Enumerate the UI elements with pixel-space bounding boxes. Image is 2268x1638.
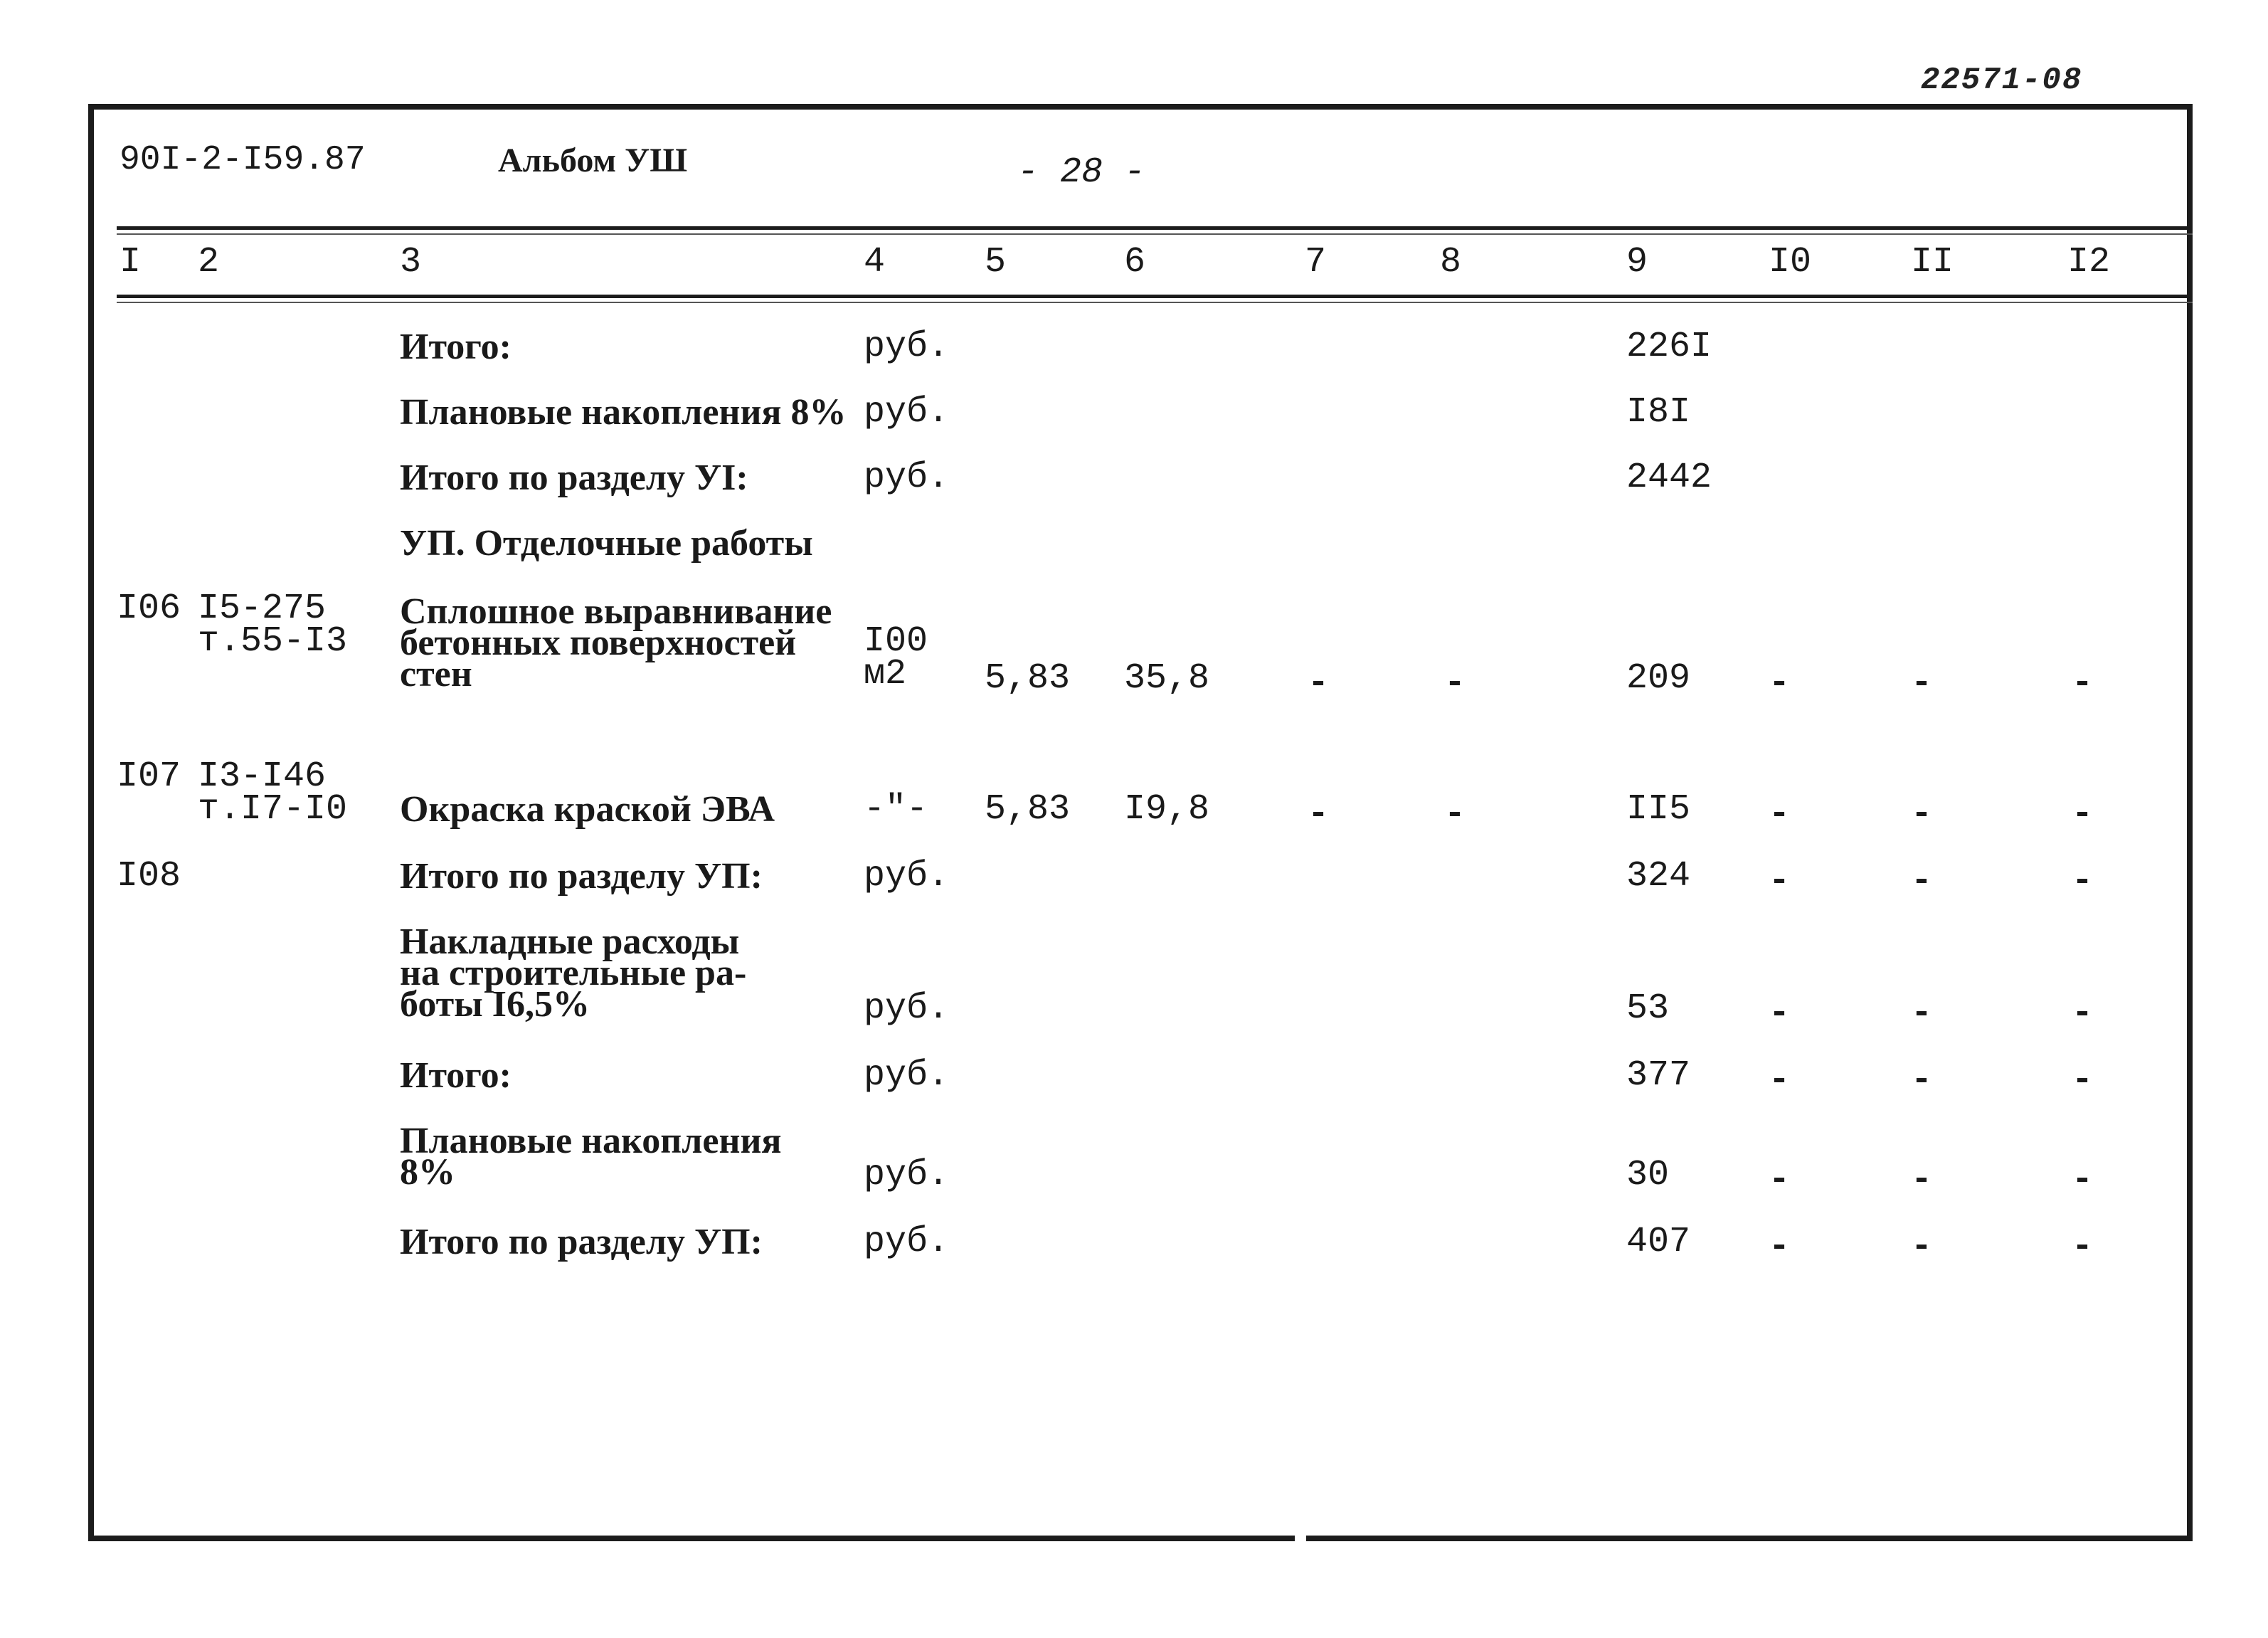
row-name-line: на строительные ра- <box>400 953 747 993</box>
row-col10: - <box>1769 993 1791 1034</box>
row-code-table: т.55-I3 <box>198 621 348 662</box>
row-col12: - <box>2072 1227 2094 1267</box>
row-col11: - <box>1911 1060 1933 1101</box>
row-col10: - <box>1769 1160 1791 1200</box>
row-unit: руб. <box>864 1222 950 1262</box>
row-col9: 2442 <box>1626 458 1712 498</box>
row-col9: 377 <box>1626 1055 1691 1096</box>
row-col10: - <box>1769 1227 1791 1267</box>
row-col12: - <box>2072 1060 2094 1101</box>
row-name: Итого по разделу УП: <box>400 1222 763 1262</box>
row-name: Итого: <box>400 1055 512 1096</box>
row-col9: 30 <box>1626 1155 1670 1195</box>
row-col11: - <box>1911 794 1933 835</box>
row-name-line: Сплошное выравнивание <box>400 591 832 632</box>
row-name: Плановые накопления 8% <box>400 392 847 433</box>
row-col5: 5,83 <box>985 658 1071 699</box>
column-header-4: 4 <box>864 242 886 282</box>
row-name-line: стен <box>400 654 472 694</box>
column-header-12: I2 <box>2067 242 2111 282</box>
section-heading: УП. Отделочные работы <box>400 523 813 564</box>
row-unit: руб. <box>864 327 950 367</box>
row-col8: - <box>1444 794 1466 835</box>
row-number: I08 <box>117 856 181 897</box>
row-col9: II5 <box>1626 789 1691 830</box>
row-col11: - <box>1911 663 1933 704</box>
row-col9: 324 <box>1626 856 1691 897</box>
row-name-line: Накладные расходы <box>400 921 740 962</box>
row-col12: - <box>2072 993 2094 1034</box>
row-col9: 209 <box>1626 658 1691 699</box>
document-code: 90I-2-I59.87 <box>120 141 366 179</box>
document-number: 22571-08 <box>1921 63 2083 98</box>
row-col10: - <box>1769 861 1791 902</box>
row-unit: руб. <box>864 988 950 1029</box>
row-col9: I8I <box>1626 392 1691 433</box>
row-col11: - <box>1911 861 1933 902</box>
row-unit: -"- <box>864 789 928 830</box>
row-unit: руб. <box>864 458 950 498</box>
header-rule-top-thin <box>117 233 2193 235</box>
column-header-5: 5 <box>985 242 1007 282</box>
row-col10: - <box>1769 1060 1791 1101</box>
row-code-table: т.I7-I0 <box>198 789 348 830</box>
row-col7: - <box>1308 794 1330 835</box>
row-name: Итого по разделу УI: <box>400 458 748 498</box>
row-col11: - <box>1911 993 1933 1034</box>
column-header-11: II <box>1911 242 1954 282</box>
row-col7: - <box>1308 663 1330 704</box>
row-unit: м2 <box>864 654 907 694</box>
row-unit: руб. <box>864 1055 950 1096</box>
album-title: Альбом УШ <box>498 142 688 179</box>
column-header-6: 6 <box>1124 242 1146 282</box>
row-unit-qty: I00 <box>864 621 928 662</box>
row-col12: - <box>2072 861 2094 902</box>
row-number: I06 <box>117 588 181 629</box>
header-rule-bottom <box>117 295 2193 298</box>
row-name-line: боты I6,5% <box>400 984 590 1025</box>
column-header-3: 3 <box>400 242 422 282</box>
row-col12: - <box>2072 1160 2094 1200</box>
frame-gap <box>1295 1528 1306 1541</box>
row-col10: - <box>1769 794 1791 835</box>
row-name-line: бетонных поверхностей <box>400 623 797 663</box>
row-col9: 226I <box>1626 327 1712 367</box>
row-unit: руб. <box>864 856 950 897</box>
row-col11: - <box>1911 1160 1933 1200</box>
row-code: I5-275 <box>198 588 327 629</box>
column-header-10: I0 <box>1769 242 1812 282</box>
row-name-line: 8% <box>400 1152 455 1193</box>
row-col5: 5,83 <box>985 789 1071 830</box>
row-col12: - <box>2072 663 2094 704</box>
row-col11: - <box>1911 1227 1933 1267</box>
column-header-8: 8 <box>1440 242 1462 282</box>
row-name: Итого по разделу УП: <box>400 856 763 897</box>
page-number: - 28 - <box>1017 152 1146 193</box>
column-header-2: 2 <box>198 242 220 282</box>
column-header-9: 9 <box>1626 242 1648 282</box>
row-name: Итого: <box>400 327 512 367</box>
column-header-1: I <box>120 242 142 282</box>
row-col12: - <box>2072 794 2094 835</box>
row-number: I07 <box>117 756 181 797</box>
row-code: I3-I46 <box>198 756 327 797</box>
row-unit: руб. <box>864 392 950 433</box>
row-name: Окраска краской ЭВА <box>400 789 775 830</box>
header-rule-bottom-thin <box>117 302 2193 303</box>
row-col9: 53 <box>1626 988 1670 1029</box>
header-rule-top <box>117 226 2193 230</box>
row-name-line: Плановые накопления <box>400 1121 782 1161</box>
row-col10: - <box>1769 663 1791 704</box>
row-col6: I9,8 <box>1124 789 1210 830</box>
row-col8: - <box>1444 663 1466 704</box>
column-header-7: 7 <box>1305 242 1327 282</box>
row-col6: 35,8 <box>1124 658 1210 699</box>
row-unit: руб. <box>864 1155 950 1195</box>
row-col9: 407 <box>1626 1222 1691 1262</box>
